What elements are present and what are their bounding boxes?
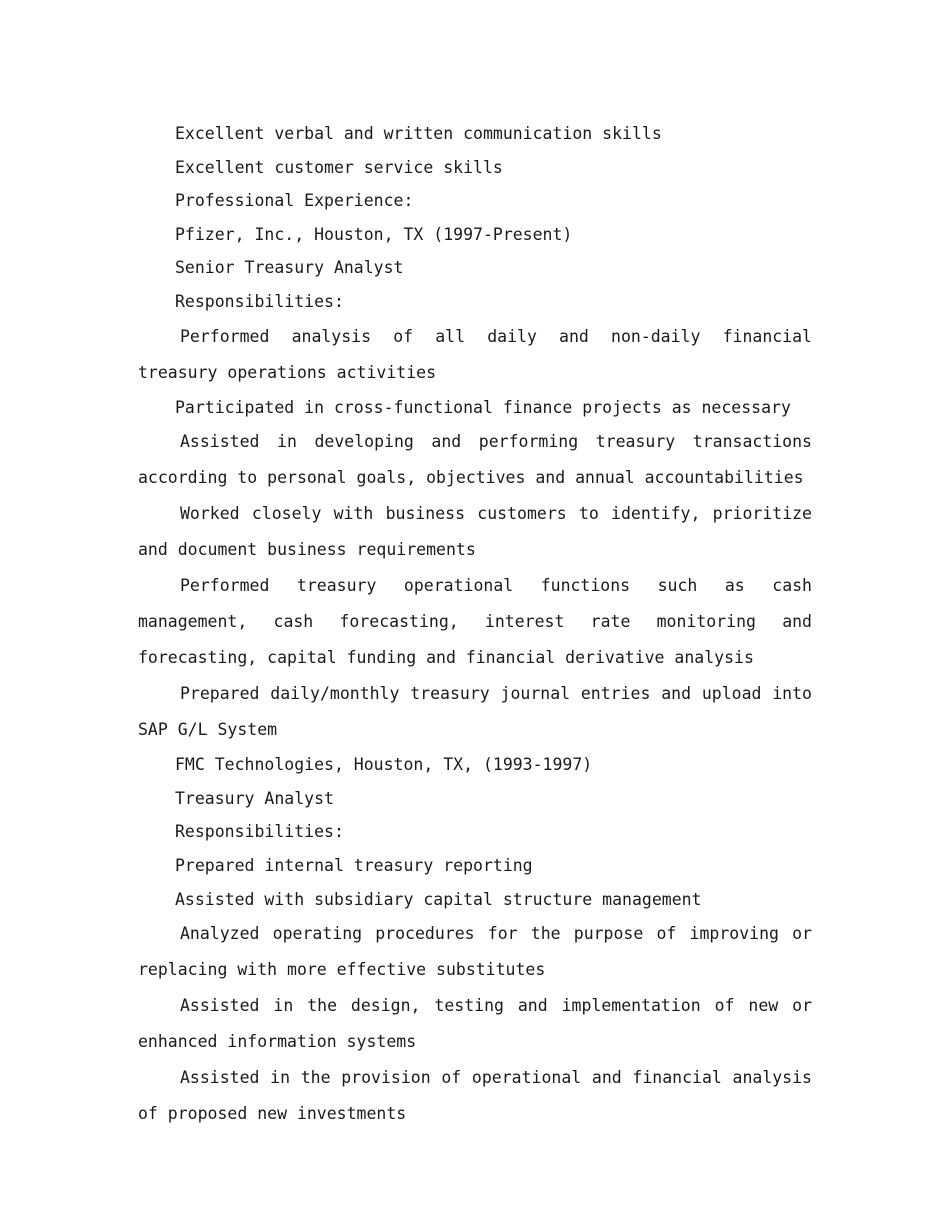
responsibility-item: Prepared daily/monthly treasury journal entries and upload into SAP G/L System <box>138 684 812 740</box>
employer-line: FMC Technologies, Houston, TX, (1993-1997) <box>175 755 593 775</box>
job-title: Senior Treasury Analyst <box>175 258 404 278</box>
employer-line: Pfizer, Inc., Houston, TX (1997-Present) <box>175 224 573 244</box>
responsibility-item: Performed analysis of all daily and non-daily financial treasury operations activities <box>138 326 812 382</box>
document-body <box>138 117 812 1132</box>
responsibility-item: Performed treasury operational functions such as cash management, cash forecasting, interest rate monitoring and forecasting, capital funding and financial derivative analysis <box>138 576 812 668</box>
responsibility-item: Assisted in the design, testing and implementation of new or enhanced information systems <box>138 996 812 1052</box>
skill-line: Excellent verbal and written communication skills <box>175 124 662 143</box>
responsibility-item: Assisted in the provision of operational and financial analysis of proposed new investments <box>138 1068 812 1124</box>
responsibility-item: Worked closely with business customers to identify, prioritize and document business requirements <box>138 504 812 560</box>
responsibilities-heading: Responsibilities: <box>175 822 344 842</box>
section-heading: Professional Experience: <box>175 191 414 211</box>
responsibility-item: Assisted with subsidiary capital structure management <box>175 889 702 909</box>
responsibility-item: Participated in cross-functional finance projects as necessary <box>175 397 791 417</box>
responsibility-item: Prepared internal treasury reporting <box>175 855 533 875</box>
job-title: Treasury Analyst <box>175 788 334 808</box>
responsibility-item: Assisted in developing and performing treasury transactions according to personal goals, objectives and annual accountabilities <box>138 432 812 488</box>
responsibility-item: Analyzed operating procedures for the purpose of improving or replacing with more effective substitutes <box>138 924 812 980</box>
responsibilities-heading: Responsibilities: <box>175 291 344 311</box>
skill-line: Excellent customer service skills <box>175 157 503 177</box>
